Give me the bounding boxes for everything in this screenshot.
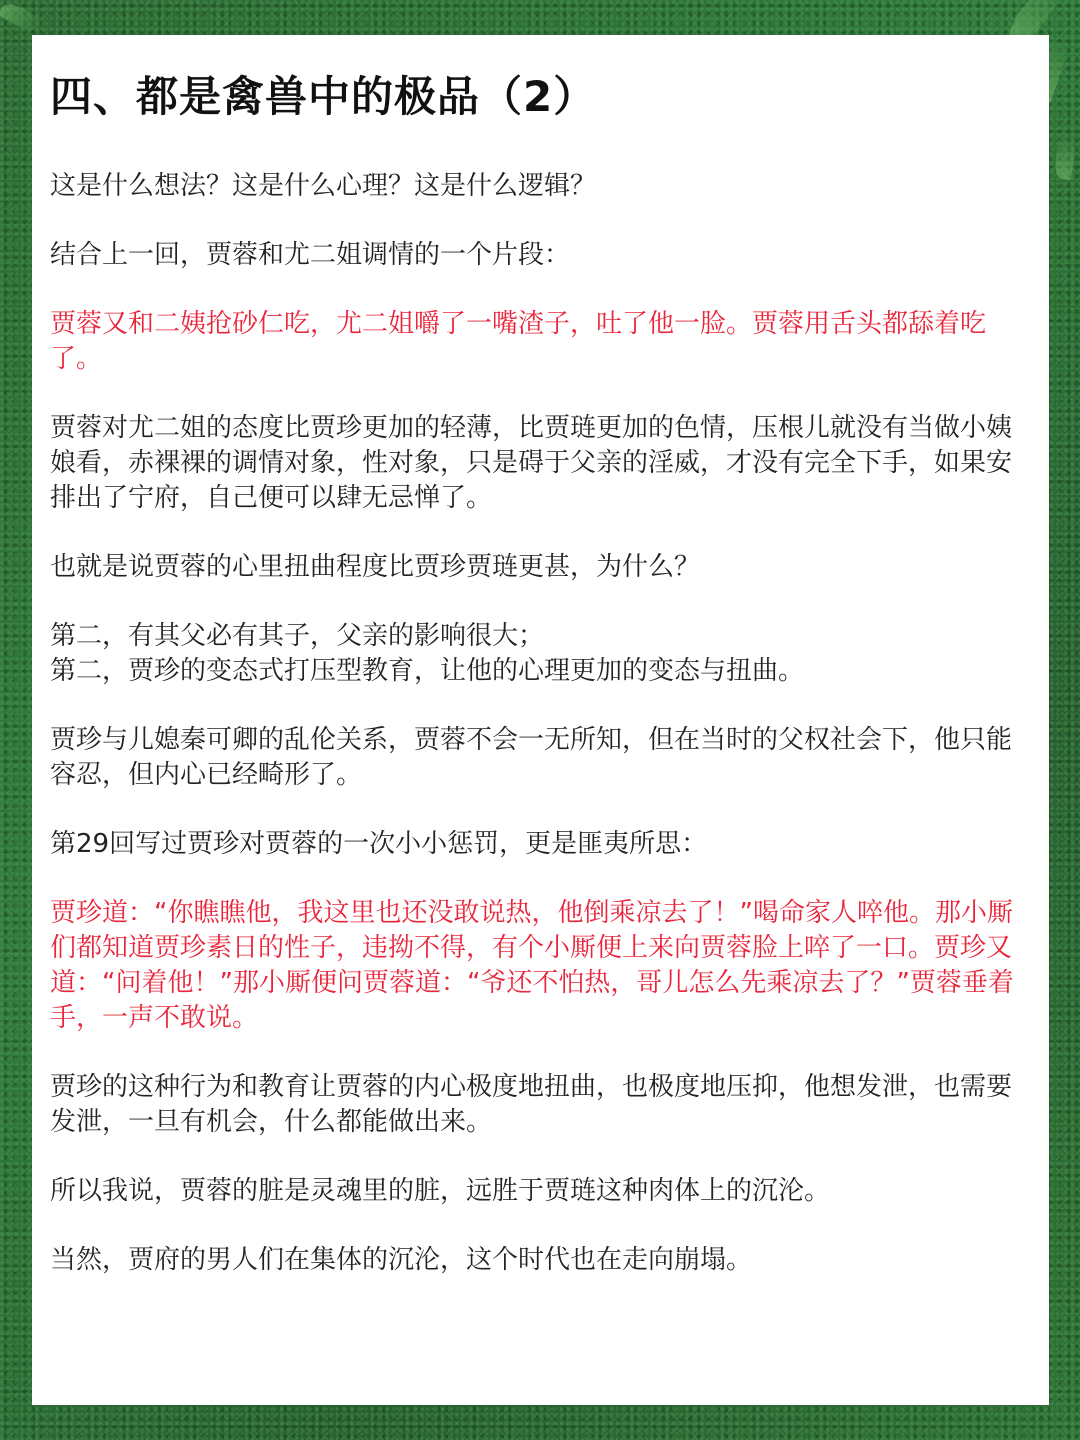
article-card <box>32 35 1049 1405</box>
paragraph-chapter-29: 第29回写过贾珍对贾蓉的一次小小惩罚，更是匪夷所思： <box>50 829 708 859</box>
article-title: 四、都是禽兽中的极品（2） <box>50 72 597 121</box>
paragraph-relationship: 贾珍与儿媳秦可卿的乱伦关系，贾蓉不会一无所知，但在当时的父权社会下，他只能容忍，但内心已经畸形了。 <box>50 725 1013 790</box>
paragraph-question: 也就是说贾蓉的心里扭曲程度比贾珍贾琏更甚，为什么？ <box>50 552 701 582</box>
paragraph-effect: 贾珍的这种行为和教育让贾蓉的内心极度地扭曲，也极度地压抑，他想发泄，也需要发泄，一旦有机会，什么都能做出来。 <box>50 1072 1013 1137</box>
paragraph-context: 结合上一回，贾蓉和尤二姐调情的一个片段： <box>50 240 571 270</box>
paragraph-closing: 当然，贾府的男人们在集体的沉沦，这个时代也在走向崩塌。 <box>50 1245 753 1275</box>
reason-one: 第二，有其父必有其子，父亲的影响很大； <box>50 621 545 651</box>
background-leaf <box>0 0 42 35</box>
reason-two: 第二，贾珍的变态式打压型教育，让他的心理更加的变态与扭曲。 <box>50 656 805 686</box>
paragraph-analysis: 贾蓉对尤二姐的态度比贾珍更加的轻薄，比贾琏更加的色情，压根儿就没有当做小姨娘看，赤裸裸的调情对象，性对象，只是碍于父亲的淫威，才没有完全下手，如果安排出了宁府，自己便可以肆无忌惮了。 <box>50 413 1013 513</box>
quote-excerpt-2: 贾珍道：“你瞧瞧他，我这里也还没敢说热，他倒乘凉去了！”喝命家人啐他。那小厮们都知道贾珍素日的性子，违拗不得，有个小厮便上来向贾蓉脸上啐了一口。贾珍又道：“问着他！”那小厮便问贾蓉道：“爷还不怕热，哥儿怎么先乘凉去了？”贾蓉垂着手，一声不敢说。 <box>50 898 1014 1033</box>
paragraph-questions: 这是什么想法？这是什么心理？这是什么逻辑？ <box>50 171 597 201</box>
paragraph-conclusion: 所以我说，贾蓉的脏是灵魂里的脏，远胜于贾琏这种肉体上的沉沦。 <box>50 1176 831 1206</box>
paragraph-reasons <box>50 619 1031 689</box>
quote-excerpt-1: 贾蓉又和二姨抢砂仁吃，尤二姐嚼了一嘴渣子，吐了他一脸。贾蓉用舌头都舔着吃了。 <box>50 309 987 374</box>
background-leaf <box>1053 138 1078 181</box>
